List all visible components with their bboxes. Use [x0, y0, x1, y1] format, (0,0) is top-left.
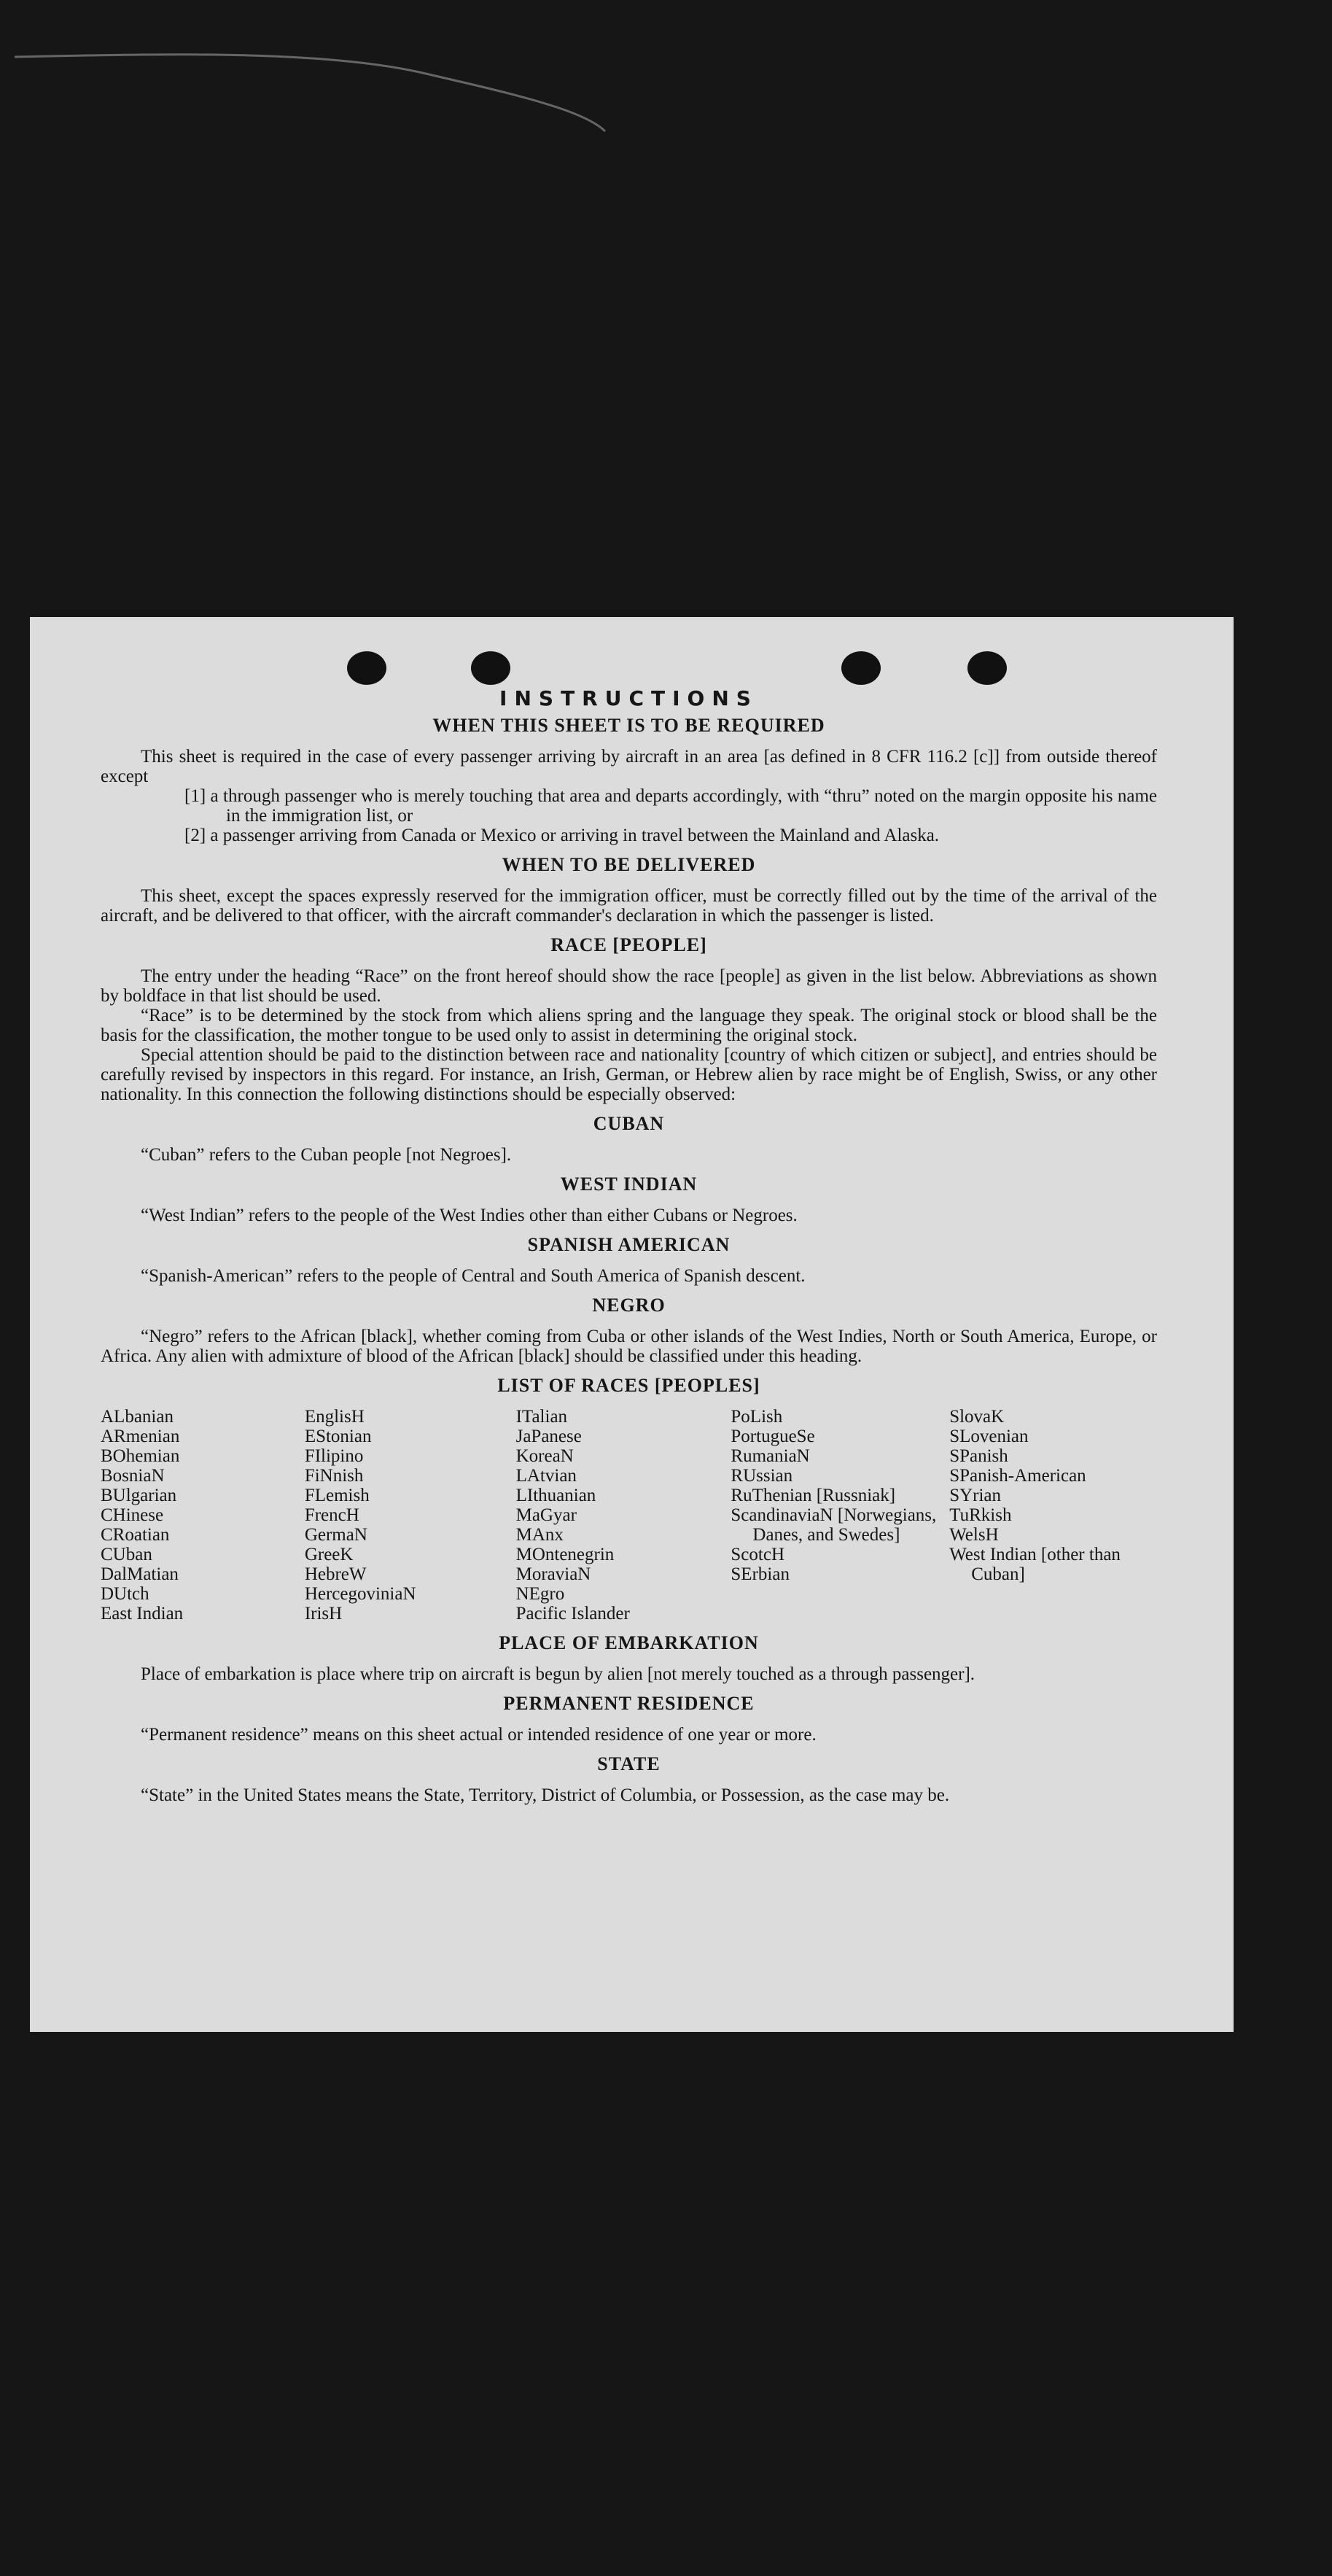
race-entry: MOntenegrin — [515, 1545, 615, 1564]
section-heading: SPANISH AMERICAN — [527, 1234, 731, 1255]
race-entry: SlovaK — [949, 1407, 1005, 1427]
race-entry: RUssian — [731, 1466, 793, 1486]
race-entry: FIlipino — [304, 1446, 364, 1466]
paragraph: Special attention should be paid to the distinction between race and nationality [country of which citizen or subject], and entries should be carefully revised by inspectors in this regard. For instance, an Irish, German, or Hebrew alien by race might be of English, Swiss, or any other nationality. In this connection the following distinctions should be especially observed: — [101, 1045, 1157, 1104]
race-entry: BOhemian — [101, 1446, 180, 1466]
paragraph: “Race” is to be determined by the stock from which aliens spring and the language they speak. The original stock or blood shall be the basis for the classification, the mother tongue to be used only to assist in determining the original stock. — [101, 1006, 1157, 1045]
race-entry: RuThenian [Russniak] — [731, 1486, 896, 1505]
race-entry: KoreaN — [515, 1446, 574, 1466]
race-entry: CUban — [101, 1545, 152, 1564]
race-entry: MoraviaN — [515, 1564, 591, 1584]
race-entry: GreeK — [304, 1545, 354, 1564]
race-entry: PortugueSe — [731, 1427, 815, 1446]
section-heading: PLACE OF EMBARKATION — [499, 1632, 759, 1653]
race-entry: CHinese — [101, 1505, 164, 1525]
race-entry: EStonian — [304, 1427, 372, 1446]
race-entry: DalMatian — [101, 1564, 179, 1584]
race-entry: SPanish — [949, 1446, 1008, 1466]
race-entry: JaPanese — [515, 1427, 582, 1446]
race-entry: FiNnish — [304, 1466, 364, 1486]
race-entry: PoLish — [731, 1407, 783, 1427]
race-entry: DUtch — [101, 1584, 149, 1604]
section-heading: PERMANENT RESIDENCE — [503, 1693, 755, 1714]
paragraph: “Permanent residence” means on this sheet actual or intended residence of one year or more. — [141, 1725, 817, 1745]
race-entry: Pacific Islander — [515, 1604, 630, 1623]
punch-hole — [841, 651, 881, 685]
paragraph: This sheet is required in the case of every passenger arriving by aircraft in an area [as defined in 8 CFR 116.2 [c]] from outside thereof except — [101, 747, 1157, 786]
race-list — [101, 1407, 1157, 1623]
paragraph: “State” in the United States means the State, Territory, District of Columbia, or Possession, as the case may be. — [141, 1785, 950, 1805]
race-column — [516, 1407, 731, 1623]
race-entry: FLemish — [304, 1486, 370, 1505]
race-entry: WelsH — [949, 1525, 999, 1545]
paragraph: Place of embarkation is place where trip on aircraft is begun by alien [not merely touched as a through passenger]. — [141, 1664, 975, 1684]
race-entry: ITalian — [515, 1407, 568, 1427]
race-entry: SYrian — [949, 1486, 1002, 1505]
paragraph: This sheet, except the spaces expressly reserved for the immigration officer, must be correctly filled out by the time of the arrival of the aircraft, and be delivered to that officer, with the aircraft commander's declaration in which the passenger is listed. — [101, 886, 1157, 926]
race-entry: FrencH — [304, 1505, 359, 1525]
race-entry: West Indian [other than Cuban] — [949, 1545, 1121, 1584]
section-heading: WHEN THIS SHEET IS TO BE REQUIRED — [432, 715, 825, 736]
film-scratch — [15, 51, 612, 139]
instruction-sheet — [30, 617, 1234, 2032]
race-entry: HercegoviniaN — [304, 1584, 416, 1604]
race-entry: IrisH — [304, 1604, 343, 1623]
list-item: [2] a passenger arriving from Canada or Mexico or arriving in travel between the Mainland and Alaska. — [184, 826, 940, 845]
race-entry: SErbian — [731, 1564, 790, 1584]
race-column — [731, 1407, 949, 1623]
section-heading: STATE — [597, 1753, 661, 1774]
punch-hole — [471, 651, 510, 685]
race-entry: ALbanian — [101, 1407, 174, 1427]
race-column — [305, 1407, 516, 1623]
punch-hole — [967, 651, 1007, 685]
race-entry: SPanish-American — [949, 1466, 1086, 1486]
race-entry: East Indian — [101, 1604, 184, 1623]
section-heading: WEST INDIAN — [560, 1173, 698, 1195]
race-entry: RumaniaN — [731, 1446, 810, 1466]
race-entry: LIthuanian — [515, 1486, 596, 1505]
paragraph: “Negro” refers to the African [black], whether coming from Cuba or other islands of the West Indies, North or South America, Europe, or Africa. Any alien with admixture of blood of the African [black] should be classified under this heading. — [101, 1327, 1157, 1366]
race-entry: BUlgarian — [101, 1486, 177, 1505]
race-column — [949, 1407, 1157, 1623]
paragraph: “Spanish-American” refers to the people of Central and South America of Spanish descent. — [141, 1266, 806, 1286]
race-entry: NEgro — [515, 1584, 565, 1604]
race-entry: SLovenian — [949, 1427, 1029, 1446]
race-entry: HebreW — [304, 1564, 367, 1584]
race-entry: MAnx — [515, 1525, 564, 1545]
page-title: INSTRUCTIONS — [499, 686, 758, 710]
race-entry: EnglisH — [304, 1407, 365, 1427]
race-entry: LAtvian — [515, 1466, 577, 1486]
race-entry: ARmenian — [101, 1427, 180, 1446]
race-column — [101, 1407, 305, 1623]
paragraph: “Cuban” refers to the Cuban people [not Negroes]. — [141, 1145, 512, 1165]
race-entry: ScandinaviaN [Norwegians, Danes, and Swedes] — [731, 1505, 937, 1545]
paragraph: The entry under the heading “Race” on the front hereof should show the race [people] as given in the list below. Abbreviations as shown by boldface in that list should be used. — [101, 966, 1157, 1006]
race-entry: GermaN — [304, 1525, 367, 1545]
race-entry: BosniaN — [101, 1466, 165, 1486]
section-heading: CUBAN — [593, 1113, 665, 1134]
paragraph: “West Indian” refers to the people of the West Indies other than either Cubans or Negroes. — [141, 1206, 798, 1225]
race-entry: CRoatian — [101, 1525, 170, 1545]
race-entry: MaGyar — [515, 1505, 577, 1525]
section-heading: NEGRO — [592, 1295, 666, 1316]
race-entry: ScotcH — [731, 1545, 785, 1564]
section-heading: RACE [PEOPLE] — [550, 934, 707, 955]
race-entry: TuRkish — [949, 1505, 1012, 1525]
punch-hole — [347, 651, 386, 685]
list-item: [1] a through passenger who is merely touching that area and departs accordingly, with “thru” noted on the margin opposite his name in the immigration list, or — [184, 786, 1157, 826]
section-heading: WHEN TO BE DELIVERED — [502, 854, 756, 875]
section-heading: LIST OF RACES [PEOPLES] — [497, 1375, 760, 1396]
